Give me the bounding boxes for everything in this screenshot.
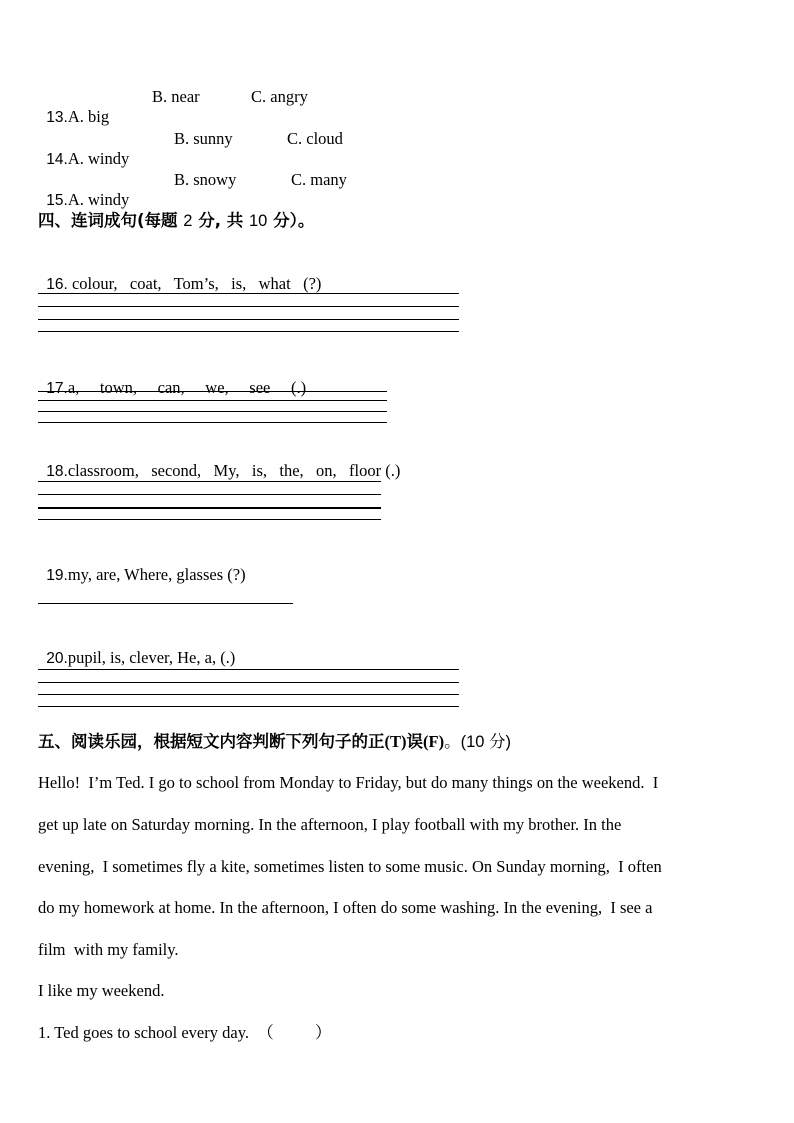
passage-line: Hello! I’m Ted. I go to school from Monday to Friday, but do many things on the weekend. I <box>38 773 659 792</box>
section-5-heading: 五、阅读乐园，根据短文内容判断下列句子的正(T)误(F)。(10 分) <box>38 732 512 751</box>
option-b: B. sunny <box>174 129 233 148</box>
option-c: C. many <box>291 170 347 189</box>
answer-line[interactable] <box>38 293 459 294</box>
sentence-17 <box>38 358 306 399</box>
question-number: 18. <box>46 463 68 480</box>
passage-line: I like my weekend. <box>38 981 165 1000</box>
scrambled-words: classroom, second, My, is, the, on, floor (.) <box>67 461 401 480</box>
answer-line[interactable] <box>38 400 387 401</box>
answer-line[interactable] <box>38 519 381 520</box>
scrambled-words: pupil, is, clever, He, a, (.) <box>67 648 236 667</box>
question-number: 19. <box>46 567 68 584</box>
passage-line: get up late on Saturday morning. In the afternoon, I play football with my brother. In the <box>38 815 622 834</box>
answer-line[interactable] <box>38 682 459 683</box>
option-b: B. snowy <box>174 170 237 189</box>
question-number: 16. <box>46 276 68 293</box>
passage-line: film with my family. <box>38 940 179 959</box>
scrambled-words: a, town, can, we, see (.) <box>67 378 307 397</box>
option-c: C. angry <box>251 87 308 106</box>
option-a: A. windy <box>67 149 130 168</box>
section-4-heading: 四、连词成句(每题 2 分, 共 10 分）。 <box>38 211 315 230</box>
question-number: 13. <box>46 109 68 126</box>
question-14 <box>38 129 129 170</box>
answer-line[interactable] <box>38 422 387 423</box>
answer-line[interactable] <box>38 306 459 307</box>
question-13 <box>38 87 109 128</box>
answer-line[interactable] <box>38 494 381 495</box>
answer-line[interactable] <box>38 331 459 332</box>
question-number: 15. <box>46 192 68 209</box>
answer-line[interactable] <box>38 603 293 604</box>
option-a: A. big <box>67 107 110 126</box>
sentence-18 <box>38 441 400 482</box>
answer-line[interactable] <box>38 391 387 392</box>
option-a: A. windy <box>67 190 130 209</box>
answer-line[interactable] <box>38 481 381 482</box>
answer-line[interactable] <box>38 411 387 412</box>
answer-line[interactable] <box>38 694 459 695</box>
answer-line[interactable] <box>38 669 459 670</box>
passage-line: do my homework at home. In the afternoon, I often do some washing. In the evening, I see a <box>38 898 653 917</box>
question-number: 14. <box>46 151 68 168</box>
question-15 <box>38 170 129 211</box>
sentence-16 <box>38 254 321 295</box>
passage-line: evening, I sometimes fly a kite, sometimes listen to some music. On Sunday morning, I often <box>38 857 662 876</box>
option-c: C. cloud <box>287 129 343 148</box>
sentence-20 <box>38 628 235 669</box>
scrambled-words: my, are, Where, glasses (?) <box>67 565 246 584</box>
sentence-19 <box>38 545 246 586</box>
answer-line[interactable] <box>38 706 459 707</box>
scrambled-words: colour, coat, Tom’s, is, what (?) <box>67 274 322 293</box>
answer-line[interactable] <box>38 507 381 509</box>
question-number: 20. <box>46 650 68 667</box>
answer-line[interactable] <box>38 319 459 320</box>
question-number: 17. <box>46 380 68 397</box>
tf-question-1[interactable]: 1. Ted goes to school every day. （ ） <box>38 1023 332 1042</box>
option-b: B. near <box>152 87 200 106</box>
